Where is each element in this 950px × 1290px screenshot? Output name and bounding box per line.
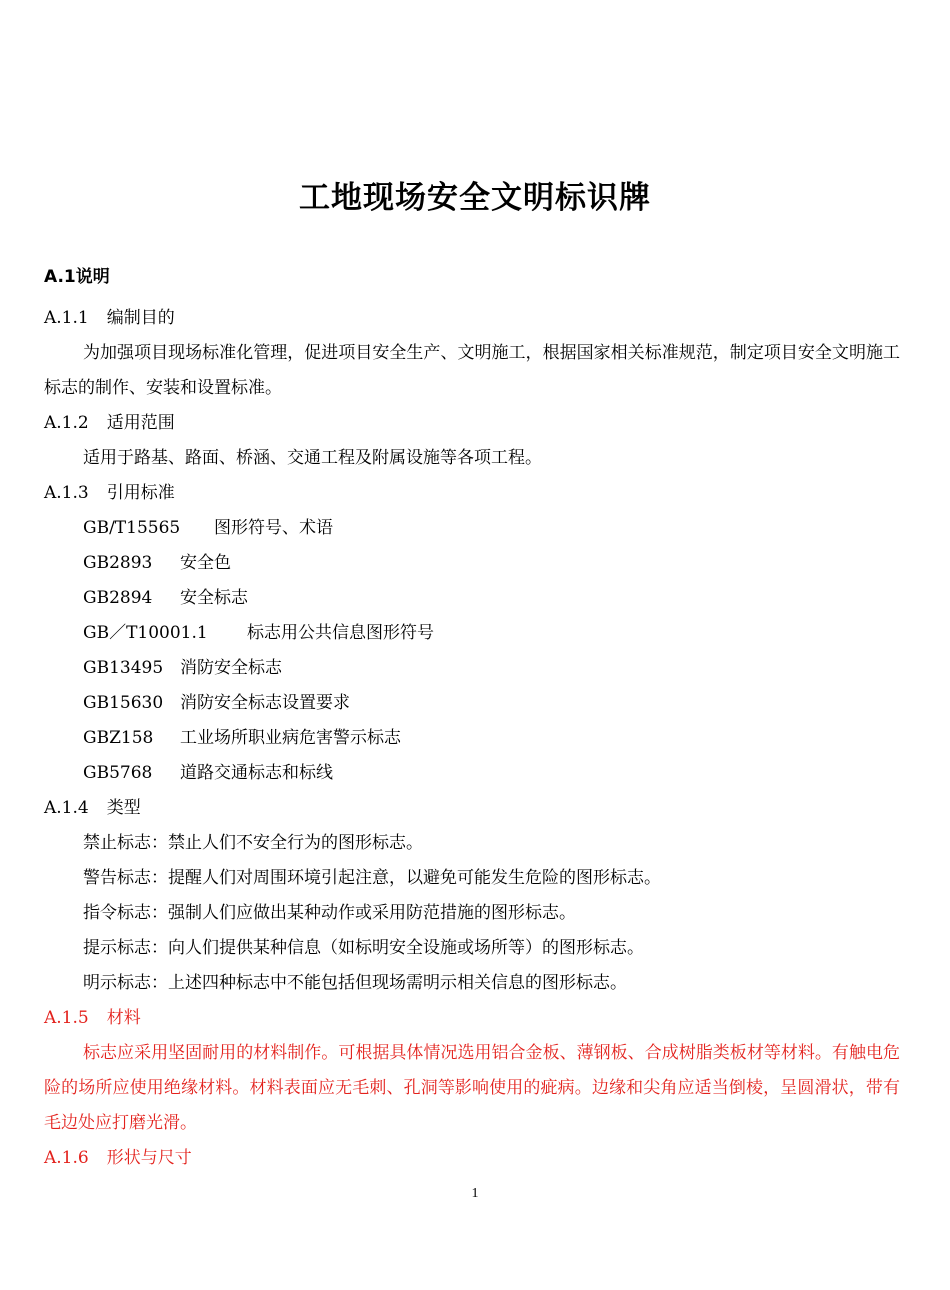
standard-name: 标志用公共信息图形符号 — [247, 623, 434, 643]
standard-item — [83, 516, 333, 540]
standard-code: GB2893 — [83, 553, 153, 573]
standard-item — [83, 551, 231, 575]
standard-item — [83, 586, 248, 610]
section-heading-a12 — [44, 411, 175, 435]
standard-code: GB15630 — [83, 693, 164, 713]
standard-item — [83, 621, 434, 645]
standard-item — [83, 726, 401, 750]
section-number: A.1.3 — [44, 483, 89, 503]
section-label: 适用范围 — [106, 413, 175, 433]
type-item: 明示标志：上述四种标志中不能包括但现场需明示相关信息的图形标志。 — [83, 973, 627, 993]
section-heading-a14 — [44, 796, 141, 820]
section-heading-a1: A.1说明 — [44, 267, 110, 287]
section-body-a12: 适用于路基、路面、桥涵、交通工程及附属设施等各项工程。 — [83, 448, 542, 468]
type-item: 警告标志：提醒人们对周围环境引起注意，以避免可能发生危险的图形标志。 — [83, 868, 661, 888]
section-label: 材料 — [106, 1008, 141, 1028]
standard-name: 消防安全标志 — [180, 658, 282, 678]
standard-code: GB13495 — [83, 658, 164, 678]
standard-code: GB/T15565 — [83, 518, 181, 538]
standard-item — [83, 761, 333, 785]
standard-name: 工业场所职业病危害警示标志 — [180, 728, 401, 748]
section-number: A.1.6 — [44, 1148, 89, 1168]
section-label: 类型 — [106, 798, 141, 818]
section-number: A.1.1 — [44, 308, 89, 328]
section-number: A.1.2 — [44, 413, 89, 433]
section-body-a11: 为加强项目现场标准化管理，促进项目安全生产、文明施工，根据国家相关标准规范，制定项目安全文明施工标志的制作、安装和设置标准。 — [44, 343, 900, 398]
standard-code: GB／T10001.1 — [83, 623, 208, 643]
section-label: 编制目的 — [106, 308, 175, 328]
standard-item — [83, 691, 350, 715]
document-title: 工地现场安全文明标识牌 — [299, 180, 651, 216]
section-number: A.1.4 — [44, 798, 89, 818]
section-label: 引用标准 — [106, 483, 175, 503]
page-number: 1 — [471, 1186, 479, 1201]
section-heading-a15 — [44, 1006, 141, 1030]
section-number: A.1.5 — [44, 1008, 89, 1028]
standard-code: GB5768 — [83, 763, 153, 783]
standard-name: 图形符号、术语 — [214, 518, 333, 538]
standard-name: 消防安全标志设置要求 — [180, 693, 350, 713]
standard-name: 安全色 — [180, 553, 231, 573]
type-item: 指令标志：强制人们应做出某种动作或采用防范措施的图形标志。 — [83, 903, 576, 923]
section-heading-a13 — [44, 481, 175, 505]
type-item: 禁止标志：禁止人们不安全行为的图形标志。 — [83, 833, 423, 853]
standard-item — [83, 656, 282, 680]
section-heading-a16 — [44, 1146, 192, 1170]
standard-code: GB2894 — [83, 588, 153, 608]
standard-name: 安全标志 — [180, 588, 248, 608]
section-label: 形状与尺寸 — [106, 1148, 192, 1168]
section-body-a15: 标志应采用坚固耐用的材料制作。可根据具体情况选用铝合金板、薄钢板、合成树脂类板材等材料。有触电危险的场所应使用绝缘材料。材料表面应无毛刺、孔洞等影响使用的疵病。边缘和尖角应适当倒棱，呈圆滑状，带有毛边处应打磨光滑。 — [44, 1043, 900, 1133]
standard-code: GBZ158 — [83, 728, 154, 748]
section-heading-a11 — [44, 306, 175, 330]
type-item: 提示标志：向人们提供某种信息（如标明安全设施或场所等）的图形标志。 — [83, 938, 644, 958]
standard-name: 道路交通标志和标线 — [180, 763, 333, 783]
